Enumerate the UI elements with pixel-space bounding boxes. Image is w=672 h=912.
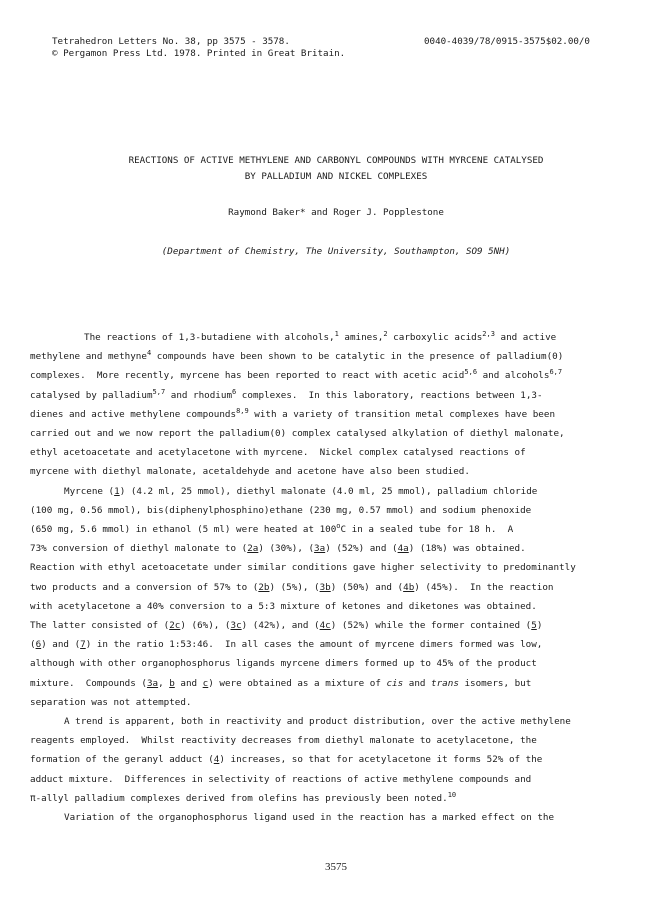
paper-title bbox=[0, 153, 672, 185]
compound-ref: 3a bbox=[314, 543, 326, 555]
body-line: separation was not attempted. bbox=[30, 696, 192, 708]
body-line: complexes. More recently, myrcene has been reported to react with acetic acid$^{5,6}$ and alcohols$^{6,7}$ bbox=[30, 368, 563, 382]
body-line: carried out and we now report the palladium(0) complex catalysed alkylation of diethyl malonate, bbox=[30, 428, 565, 440]
body-line: although with other organophosphorus ligands myrcene dimers formed up to 45% of the product bbox=[30, 658, 537, 670]
compound-ref: 3a bbox=[146, 677, 159, 689]
body-line: reagents employed. Whilst reactivity decreases from diethyl malonate to acetylacetone, the bbox=[30, 735, 537, 747]
page-number: 3575 bbox=[325, 861, 347, 873]
body-line: methylene and methyne$^4$ compounds have been shown to be catalytic in the presence of palladium(0) bbox=[30, 349, 564, 363]
body-line: 73% conversion of diethyl malonate to (2a) (30%), (3a) (52%) and (4a) (18%) was obtained. bbox=[30, 543, 526, 555]
compound-ref: 4a bbox=[397, 543, 409, 555]
affiliation: (Department of Chemistry, The University, Southampton, SO9 5NH) bbox=[161, 246, 511, 257]
body-line: myrcene with diethyl malonate, acetaldehyde and acetone have also been studied. bbox=[30, 466, 470, 478]
compound-ref: 5 bbox=[531, 620, 537, 632]
body-line: two products and a conversion of 57% to (2b) (5%), (3b) (50%) and (4b) (45%). In the reaction bbox=[30, 581, 554, 593]
title-line-1: REACTIONS OF ACTIVE METHYLENE AND CARBONYL COMPOUNDS WITH MYRCENE CATALYSED bbox=[128, 155, 544, 166]
title-line-2: BY PALLADIUM AND NICKEL COMPLEXES bbox=[244, 171, 428, 182]
compound-ref: c bbox=[202, 677, 209, 689]
body-line: Myrcene (1) (4.2 ml, 25 mmol), diethyl malonate (4.0 ml, 25 mmol), palladium chloride bbox=[64, 485, 538, 497]
body-line: The latter consisted of (2c) (6%), (3c) (42%), and (4c) (52%) while the former contained (5) bbox=[30, 620, 543, 632]
body-line: mixture. Compounds (3a, b and c) were obtained as a mixture of cis and trans isomers, but bbox=[30, 677, 532, 689]
compound-ref: b bbox=[169, 677, 175, 689]
compound-ref: 4c bbox=[319, 620, 331, 632]
body-line: A trend is apparent, both in reactivity and product distribution, over the active methylene bbox=[64, 716, 571, 728]
body-line: Reaction with ethyl acetoacetate under similar conditions gave higher selectivity to predominantly bbox=[30, 562, 576, 574]
body-line: adduct mixture. Differences in selectivity of reactions of active methylene compounds and bbox=[30, 773, 532, 785]
body-line: (6) and (7) in the ratio 1:53:46. In all cases the amount of myrcene dimers formed was low, bbox=[30, 639, 543, 651]
body-line: dienes and active methylene compounds$^{8,9}$ with a variety of transition metal complexes have been bbox=[30, 406, 556, 420]
compound-ref: 7 bbox=[80, 639, 86, 651]
body-line: The reactions of 1,3-butadiene with alcohols,$^1$ amines,$^2$ carboxylic acids$^{2,3}$ and active bbox=[84, 330, 557, 343]
article-body bbox=[30, 328, 644, 827]
compound-ref: 1 bbox=[114, 485, 120, 497]
compound-ref: 6 bbox=[35, 639, 42, 651]
authors: Raymond Baker* and Roger J. Popplestone bbox=[228, 207, 444, 218]
body-line: (650 mg, 5.6 mmol) in ethanol (5 ml) were heated at 100$^o$C in a sealed tube for 18 h. A bbox=[30, 522, 514, 536]
journal-header bbox=[52, 36, 345, 60]
body-line: Variation of the organophosphorus ligand used in the reaction has a marked effect on the bbox=[64, 812, 555, 824]
body-line: catalysed by palladium$^{5,7}$ and rhodium$^6$ complexes. In this laboratory, reactions between 1,3- bbox=[30, 387, 543, 401]
compound-ref: 2c bbox=[169, 620, 181, 632]
article-code: 0040-4039/78/0915-3575$02.00/0 bbox=[424, 36, 590, 47]
body-line: formation of the geranyl adduct (4) increases, so that for acetylacetone it forms 52% of the bbox=[30, 754, 543, 766]
compound-ref: 3b bbox=[319, 581, 331, 593]
compound-ref: 2b bbox=[258, 581, 270, 593]
compound-ref: 4b bbox=[403, 581, 415, 593]
body-line: with acetylacetone a 40% conversion to a 5:3 mixture of ketones and diketones was obtained. bbox=[30, 600, 537, 612]
compound-ref: 2a bbox=[247, 543, 259, 555]
journal-line: Tetrahedron Letters No. 38, pp 3575 - 3578. bbox=[52, 36, 290, 47]
body-line: π-allyl palladium complexes derived from olefins has previously been noted.$^{10}$ bbox=[30, 790, 457, 804]
body-line: (100 mg, 0.56 mmol), bis(diphenylphosphino)ethane (230 mg, 0.57 mmol) and sodium phenoxide bbox=[30, 504, 532, 516]
copyright-line: © Pergamon Press Ltd. 1978. Printed in Great Britain. bbox=[52, 48, 346, 59]
compound-ref: 4 bbox=[213, 754, 220, 766]
body-line: ethyl acetoacetate and acetylacetone with myrcene. Nickel complex catalysed reactions of bbox=[30, 447, 526, 459]
compound-ref: 3c bbox=[230, 620, 242, 632]
